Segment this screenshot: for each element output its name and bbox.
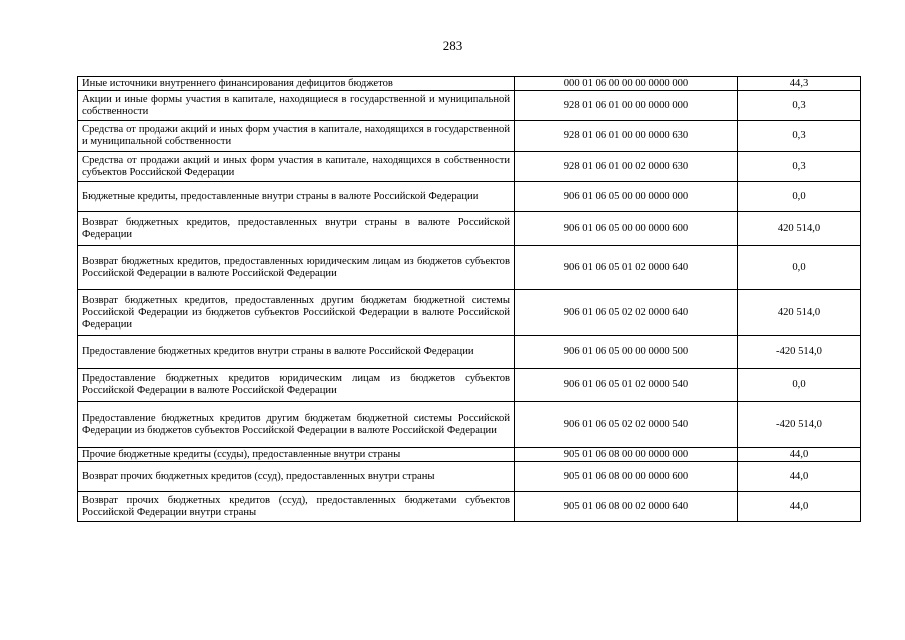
table-row: [78, 152, 861, 182]
row-code: 928 01 06 01 00 00 0000 630: [515, 121, 738, 152]
row-sum: 0,3: [738, 152, 861, 182]
row-code: 906 01 06 05 01 02 0000 540: [515, 369, 738, 402]
row-sum: -420 514,0: [738, 336, 861, 369]
row-name: Возврат бюджетных кредитов, предоставленных юридическим лицам из бюджетов субъектов Российской Федерации в валюте Российской Федерации: [78, 246, 515, 290]
row-name: Возврат бюджетных кредитов, предоставленных другим бюджетам бюджетной системы Российской Федерации из бюджетов субъектов Российской Федерации в валюте Российской Федерации: [78, 290, 515, 336]
row-code: 906 01 06 05 00 00 0000 600: [515, 212, 738, 246]
row-sum: 44,0: [738, 492, 861, 522]
row-name: Иные источники внутреннего финансирования дефицитов бюджетов: [78, 77, 515, 91]
row-code: 906 01 06 05 00 00 0000 000: [515, 182, 738, 212]
row-sum: 0,0: [738, 182, 861, 212]
row-sum: 44,3: [738, 77, 861, 91]
row-code: 000 01 06 00 00 00 0000 000: [515, 77, 738, 91]
row-name: Предоставление бюджетных кредитов другим бюджетам бюджетной системы Российской Федерации из бюджетов субъектов Российской Федерации в валюте Российской Федерации: [78, 402, 515, 448]
row-name: Возврат прочих бюджетных кредитов (ссуд), предоставленных внутри страны: [78, 462, 515, 492]
row-name: Средства от продажи акций и иных форм участия в капитале, находящихся в государственной и муниципальной собственности: [78, 121, 515, 152]
table-row: [78, 182, 861, 212]
row-name: Возврат прочих бюджетных кредитов (ссуд), предоставленных бюджетами субъектов Российской Федерации внутри страны: [78, 492, 515, 522]
row-code: 906 01 06 05 02 02 0000 540: [515, 402, 738, 448]
row-name: Средства от продажи акций и иных форм участия в капитале, находящихся в собственности субъектов Российской Федерации: [78, 152, 515, 182]
row-code: 928 01 06 01 00 00 0000 000: [515, 91, 738, 121]
row-name: Акции и иные формы участия в капитале, находящиеся в государственной и муниципальной собственности: [78, 91, 515, 121]
row-code: 906 01 06 05 01 02 0000 640: [515, 246, 738, 290]
table-row: [78, 462, 861, 492]
table-row: [78, 290, 861, 336]
row-code: 928 01 06 01 00 02 0000 630: [515, 152, 738, 182]
row-code: 906 01 06 05 00 00 0000 500: [515, 336, 738, 369]
table-row: [78, 369, 861, 402]
row-sum: 420 514,0: [738, 212, 861, 246]
row-sum: 0,3: [738, 121, 861, 152]
row-sum: 0,3: [738, 91, 861, 121]
row-name: Бюджетные кредиты, предоставленные внутри страны в валюте Российской Федерации: [78, 182, 515, 212]
row-sum: 420 514,0: [738, 290, 861, 336]
row-sum: 44,0: [738, 462, 861, 492]
budget-sources-table: [77, 76, 861, 522]
row-code: 905 01 06 08 00 00 0000 000: [515, 448, 738, 462]
row-sum: 0,0: [738, 369, 861, 402]
table-row: [78, 77, 861, 91]
row-code: 905 01 06 08 00 00 0000 600: [515, 462, 738, 492]
table-row: [78, 492, 861, 522]
row-sum: 0,0: [738, 246, 861, 290]
row-sum: -420 514,0: [738, 402, 861, 448]
table-row: [78, 402, 861, 448]
row-code: 906 01 06 05 02 02 0000 640: [515, 290, 738, 336]
table-row: [78, 91, 861, 121]
table-row: [78, 246, 861, 290]
page-number: 283: [442, 38, 463, 53]
row-sum: 44,0: [738, 448, 861, 462]
table-row: [78, 121, 861, 152]
row-name: Предоставление бюджетных кредитов юридическим лицам из бюджетов субъектов Российской Федерации в валюте Российской Федерации: [78, 369, 515, 402]
row-name: Предоставление бюджетных кредитов внутри страны в валюте Российской Федерации: [78, 336, 515, 369]
table-row: [78, 336, 861, 369]
row-name: Прочие бюджетные кредиты (ссуды), предоставленные внутри страны: [78, 448, 515, 462]
row-code: 905 01 06 08 00 02 0000 640: [515, 492, 738, 522]
row-name: Возврат бюджетных кредитов, предоставленных внутри страны в валюте Российской Федерации: [78, 212, 515, 246]
table-row: [78, 448, 861, 462]
table-row: [78, 212, 861, 246]
